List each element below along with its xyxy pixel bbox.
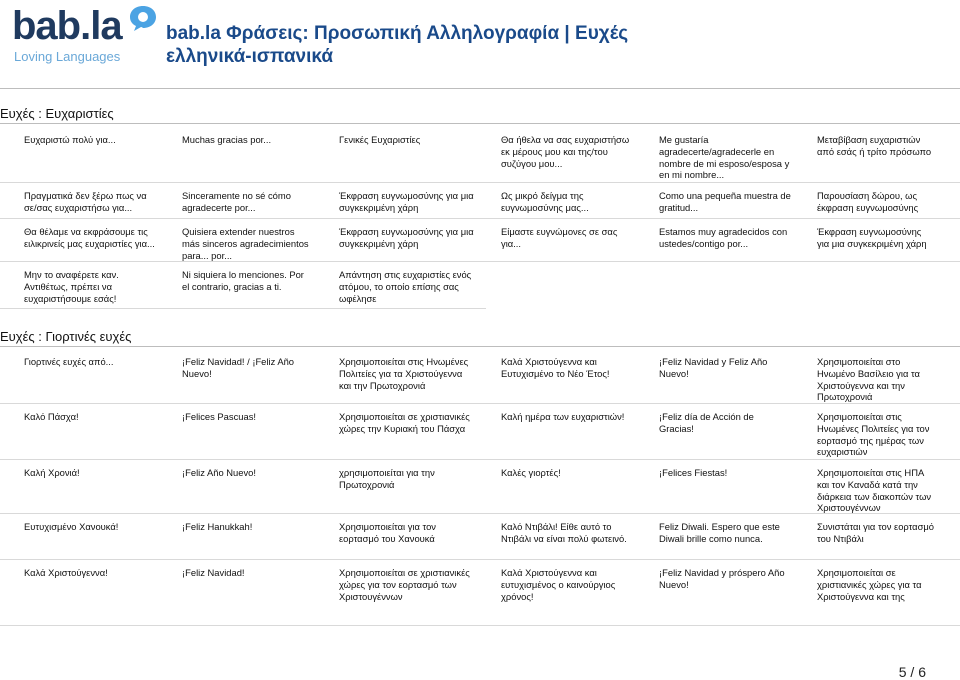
phrase-cell: Καλά Χριστούγεννα και ευτυχισμένος ο καινούργιος χρόνος! xyxy=(501,567,616,602)
phrase-cell: Quisiera extender nuestros más sinceros agradecimientos para... por... xyxy=(182,226,309,261)
phrase-cell: Καλό Ντιβάλι! Είθε αυτό το Ντιβάλι να είναι πολύ φωτεινό. xyxy=(501,521,627,544)
phrase-cell: Έκφραση ευγνωμοσύνης για μια συγκεκριμένη χάρη xyxy=(339,226,474,249)
phrase-cell: Estamos muy agradecidos con ustedes/contigo por... xyxy=(659,226,788,249)
phrase-cell: Χρησιμοποιείται στο Ηνωμένο Βασίλειο για τα Χριστούγεννα και την Πρωτοχρονιά xyxy=(817,356,920,403)
logo-text: bab.la xyxy=(12,4,122,48)
phrase-cell: Ευτυχισμένο Χανουκά! xyxy=(24,521,119,532)
phrase-cell: Καλά Χριστούγεννα! xyxy=(24,567,108,578)
page-header xyxy=(0,0,960,72)
phrase-cell: Ως μικρό δείγμα της ευγνωμοσύνης μας... xyxy=(501,190,589,213)
phrase-cell: Θα θέλαμε να εκφράσουμε τις ειλικρινείς μας ευχαριστίες για... xyxy=(24,226,155,249)
phrase-cell: Χρησιμοποιείται για τον εορτασμό του Χανουκά xyxy=(339,521,436,544)
phrase-cell: ¡Felices Pascuas! xyxy=(182,411,256,422)
page-number: 5 / 6 xyxy=(898,664,926,680)
phrase-cell: Χρησιμοποιείται σε χριστιανικές χώρες την Κυριακή του Πάσχα xyxy=(339,411,470,434)
phrase-cell: Sinceramente no sé cómo agradecerte por... xyxy=(182,190,291,213)
header-divider xyxy=(0,88,960,89)
row-divider xyxy=(0,513,960,514)
phrase-cell: ¡Feliz día de Acción de Gracias! xyxy=(659,411,754,434)
phrase-cell: Καλά Χριστούγεννα και Ευτυχισμένο το Νέο Έτος! xyxy=(501,356,610,379)
phrase-cell: Χρησιμοποιείται σε χριστιανικές χώρες για τα Χριστούγεννα και της xyxy=(817,567,922,602)
section-divider xyxy=(0,123,960,124)
speech-bubble-icon xyxy=(128,4,158,32)
row-divider xyxy=(0,625,960,626)
phrase-cell: Καλές γιορτές! xyxy=(501,467,561,478)
phrase-cell: Καλό Πάσχα! xyxy=(24,411,79,422)
page-title-line1: bab.la Φράσεις: Προσωπική Αλληλογραφία | Ευχές xyxy=(166,23,629,44)
babla-logo xyxy=(12,4,162,68)
row-divider xyxy=(0,218,960,219)
phrase-cell: ¡Feliz Navidad y Feliz Año Nuevo! xyxy=(659,356,768,379)
phrase-cell: Συνιστάται για τον εορτασμό του Ντιβάλι xyxy=(817,521,935,544)
page-title-line2: ελληνικά-ισπανικά xyxy=(166,46,334,67)
phrase-cell: Γενικές Ευχαριστίες xyxy=(339,134,421,145)
row-divider xyxy=(0,308,486,309)
row-divider xyxy=(0,459,960,460)
phrase-cell: Απάντηση στις ευχαριστίες ενός ατόμου, το οποίο επίσης σας ωφέλησε xyxy=(339,269,472,304)
phrase-cell: Καλή ημέρα των ευχαριστιών! xyxy=(501,411,625,422)
phrase-cell: Como una pequeña muestra de gratitud... xyxy=(659,190,791,213)
page-title xyxy=(166,22,628,68)
phrase-cell: Χρησιμοποιείται στις ΗΠΑ και τον Καναδά κατά την διάρκεια των διακοπών των Χριστουγέννων xyxy=(817,467,932,514)
phrase-cell: Ni siquiera lo menciones. Por el contrario, gracias a ti. xyxy=(182,269,304,292)
phrase-cell: Γιορτινές ευχές από... xyxy=(24,356,114,367)
phrase-cell: ¡Feliz Navidad y próspero Año Nuevo! xyxy=(659,567,785,590)
phrase-cell: Χρησιμοποιείται στις Ηνωμένες Πολιτείες για τα Χριστούγεννα και την Πρωτοχρονιά xyxy=(339,356,469,391)
phrase-cell: Καλή Χρονιά! xyxy=(24,467,80,478)
phrase-cell: ¡Felices Fiestas! xyxy=(659,467,728,478)
phrase-cell: Μεταβίβαση ευχαριστιών από εσάς ή τρίτο πρόσωπο xyxy=(817,134,932,157)
phrase-cell: ¡Feliz Hanukkah! xyxy=(182,521,253,532)
phrase-cell: Me gustaría agradecerte/agradecerle en nombre de mi esposo/esposa y en mi nombre... xyxy=(659,134,790,181)
row-divider xyxy=(0,559,960,560)
phrase-cell: ¡Feliz Navidad! / ¡Feliz Año Nuevo! xyxy=(182,356,295,379)
phrase-cell: Θα ήθελα να σας ευχαριστήσω εκ μέρους μου και της/του συζύγου μου... xyxy=(501,134,630,169)
phrase-cell: Πραγματικά δεν ξέρω πως να σε/σας ευχαριστήσω για... xyxy=(24,190,147,213)
phrase-cell: Muchas gracias por... xyxy=(182,134,272,145)
phrase-cell: Μην το αναφέρετε καν. Αντιθέτως, πρέπει να ευχαριστήσουμε εσάς! xyxy=(24,269,119,304)
phrase-cell: ¡Feliz Año Nuevo! xyxy=(182,467,256,478)
phrase-cell: Έκφραση ευγνωμοσύνης για μια συγκεκριμένη χάρη xyxy=(339,190,474,213)
phrase-cell: ¡Feliz Navidad! xyxy=(182,567,245,578)
row-divider xyxy=(0,261,960,262)
section-title: Ευχές : Ευχαριστίες xyxy=(0,106,114,121)
phrase-cell: Έκφραση ευγνωμοσύνης για μια συγκεκριμένη χάρη xyxy=(817,226,927,249)
logo-tagline: Loving Languages xyxy=(14,49,121,64)
phrase-cell: Παρουσίαση δώρου, ως έκφραση ευγνωμοσύνης xyxy=(817,190,919,213)
section-title: Ευχές : Γιορτινές ευχές xyxy=(0,329,132,344)
phrase-cell: Ευχαριστώ πολύ για... xyxy=(24,134,116,145)
row-divider xyxy=(0,403,960,404)
phrase-cell: Χρησιμοποιείται σε χριστιανικές χώρες για τον εορτασμό των Χριστουγέννων xyxy=(339,567,470,602)
phrase-cell: Feliz Diwali. Espero que este Diwali brille como nunca. xyxy=(659,521,780,544)
phrase-cell: Χρησιμοποιείται στις Ηνωμένες Πολιτείες για τον εορτασμό της ημέρας των ευχαριστιών xyxy=(817,411,930,458)
phrase-cell: Είμαστε ευγνώμονες σε σας για... xyxy=(501,226,618,249)
row-divider xyxy=(0,182,960,183)
phrase-cell: χρησιμοποιείται για την Πρωτοχρονιά xyxy=(339,467,435,490)
section-divider xyxy=(0,346,960,347)
